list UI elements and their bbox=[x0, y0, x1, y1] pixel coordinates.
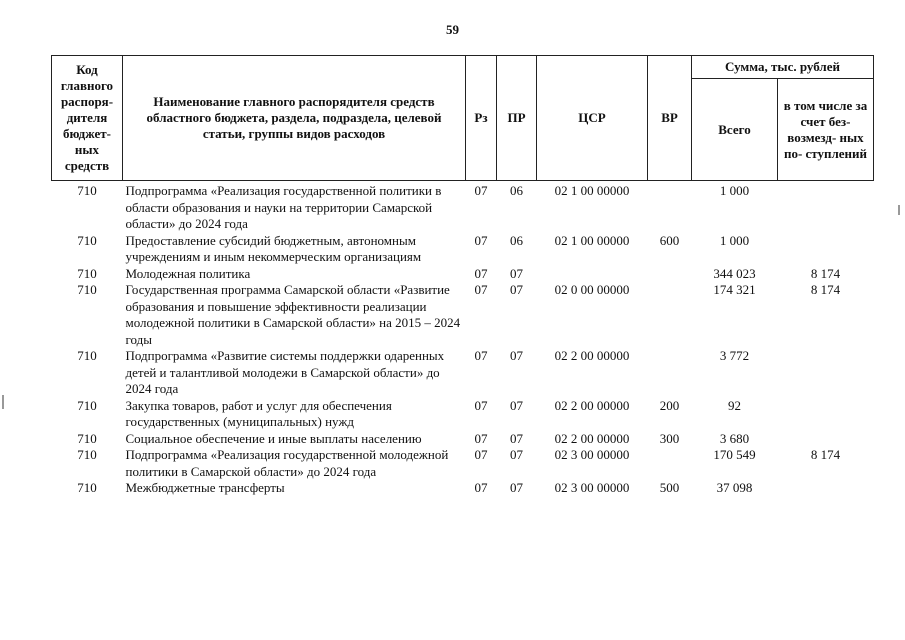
cell-csr: 02 3 00 00000 bbox=[554, 480, 630, 495]
cell-csr: 02 0 00 00000 bbox=[554, 282, 630, 297]
cell-rz: 07 bbox=[474, 430, 488, 446]
cell-name: Подпрограмма «Реализация государственной политики в области образования и науки на территории Самарской области» до 2024 года bbox=[125, 183, 442, 231]
cell-gratis bbox=[778, 348, 874, 398]
cell-code: 710 bbox=[77, 282, 97, 297]
cell-vr bbox=[648, 282, 692, 348]
cell-pr: 06 bbox=[510, 232, 523, 248]
table-row bbox=[52, 348, 874, 398]
cell-vr: 300 bbox=[659, 430, 680, 446]
cell-pr: 07 bbox=[510, 265, 523, 281]
header-sum: Сумма, тыс. рублей bbox=[692, 56, 874, 79]
table-header bbox=[52, 56, 874, 181]
cell-csr: 02 2 00 00000 bbox=[554, 430, 630, 446]
table-row bbox=[52, 398, 874, 431]
table-row bbox=[52, 480, 874, 497]
cell-vr: 200 bbox=[659, 397, 680, 413]
cell-vr: 600 bbox=[659, 232, 680, 248]
cell-rz: 07 bbox=[474, 348, 488, 363]
cell-code: 710 bbox=[77, 480, 97, 495]
cell-total: 1 000 bbox=[719, 183, 750, 198]
cell-total: 1 000 bbox=[719, 232, 750, 248]
cell-rz: 07 bbox=[474, 232, 488, 248]
cell-csr: 02 1 00 00000 bbox=[554, 183, 630, 198]
table-body bbox=[52, 181, 874, 497]
page-number: 59 bbox=[446, 22, 459, 37]
cell-vr bbox=[648, 266, 692, 283]
cell-name: Социальное обеспечение и иные выплаты населению bbox=[125, 430, 422, 446]
cell-name: Предоставление субсидий бюджетным, автономным учреждениям и иным некоммерческим организациям bbox=[125, 232, 422, 264]
header-code: Код главного распоря- дителя бюджет- ных средств bbox=[52, 56, 123, 181]
cell-gratis: 8 174 bbox=[810, 265, 841, 281]
cell-code: 710 bbox=[77, 265, 97, 281]
cell-gratis bbox=[778, 398, 874, 431]
header-rz: Рз bbox=[466, 56, 497, 181]
cell-rz: 07 bbox=[474, 282, 488, 297]
cell-code: 710 bbox=[77, 183, 97, 198]
cell-pr: 06 bbox=[510, 183, 523, 198]
cell-total: 170 549 bbox=[713, 447, 756, 462]
table-row bbox=[52, 233, 874, 266]
cell-gratis: 8 174 bbox=[810, 282, 841, 297]
cell-code: 710 bbox=[77, 348, 97, 363]
cell-vr bbox=[648, 348, 692, 398]
header-name: Наименование главного распорядителя средств областного бюджета, раздела, подраздела, целевой статьи, группы видов расходов bbox=[123, 56, 466, 181]
cell-name: Подпрограмма «Реализация государственной молодежной политики в Самарской области» до 2024 года bbox=[125, 447, 449, 479]
scan-mark-left bbox=[2, 395, 4, 409]
cell-csr: 02 3 00 00000 bbox=[554, 447, 630, 462]
cell-total: 92 bbox=[728, 397, 741, 413]
header-gratis: в том числе за счет без- возмезд- ных по- ступлений bbox=[778, 79, 874, 181]
header-pr: ПР bbox=[497, 56, 537, 181]
cell-total: 37 098 bbox=[716, 480, 753, 495]
cell-gratis bbox=[778, 233, 874, 266]
budget-table-wrap bbox=[51, 55, 874, 497]
table-row bbox=[52, 447, 874, 480]
cell-name: Государственная программа Самарской области «Развитие образования и повышение эффективности реализации молодежной политики в Самарской области» на 2015 – 2024 годы bbox=[125, 282, 461, 347]
cell-rz: 07 bbox=[474, 480, 488, 495]
cell-rz: 07 bbox=[474, 447, 488, 462]
budget-table bbox=[51, 55, 874, 497]
cell-pr: 07 bbox=[510, 430, 523, 446]
scan-mark-right bbox=[898, 205, 900, 215]
table-row bbox=[52, 266, 874, 283]
cell-pr: 07 bbox=[510, 480, 523, 495]
cell-code: 710 bbox=[77, 232, 97, 248]
cell-gratis bbox=[778, 480, 874, 497]
cell-csr bbox=[537, 266, 648, 283]
table-row bbox=[52, 282, 874, 348]
cell-code: 710 bbox=[77, 397, 97, 413]
cell-pr: 07 bbox=[510, 348, 523, 363]
cell-rz: 07 bbox=[474, 183, 488, 198]
cell-vr bbox=[648, 447, 692, 480]
cell-name: Молодежная политика bbox=[125, 265, 251, 281]
cell-code: 710 bbox=[77, 430, 97, 446]
cell-gratis bbox=[778, 181, 874, 233]
cell-total: 3 772 bbox=[719, 348, 750, 363]
cell-csr: 02 2 00 00000 bbox=[554, 397, 630, 413]
cell-pr: 07 bbox=[510, 447, 523, 462]
cell-csr: 02 1 00 00000 bbox=[554, 232, 630, 248]
cell-total: 174 321 bbox=[713, 282, 756, 297]
cell-csr: 02 2 00 00000 bbox=[554, 348, 630, 363]
table-row bbox=[52, 181, 874, 233]
cell-total: 344 023 bbox=[713, 265, 756, 281]
cell-pr: 07 bbox=[510, 282, 523, 297]
cell-gratis bbox=[778, 431, 874, 448]
header-vr: ВР bbox=[648, 56, 692, 181]
cell-vr: 500 bbox=[659, 480, 680, 495]
cell-name: Закупка товаров, работ и услуг для обеспечения государственных (муниципальных) нужд bbox=[125, 397, 392, 429]
cell-vr bbox=[648, 181, 692, 233]
cell-name: Подпрограмма «Развитие системы поддержки одаренных детей и талантливой молодежи в Самарской области» до 2024 года bbox=[125, 348, 445, 396]
cell-code: 710 bbox=[77, 447, 97, 462]
cell-total: 3 680 bbox=[719, 430, 750, 446]
cell-rz: 07 bbox=[474, 397, 488, 413]
cell-gratis: 8 174 bbox=[810, 447, 841, 462]
cell-pr: 07 bbox=[510, 397, 523, 413]
header-csr: ЦСР bbox=[537, 56, 648, 181]
cell-rz: 07 bbox=[474, 265, 488, 281]
header-total: Всего bbox=[692, 79, 778, 181]
table-row bbox=[52, 431, 874, 448]
cell-name: Межбюджетные трансферты bbox=[125, 480, 285, 495]
